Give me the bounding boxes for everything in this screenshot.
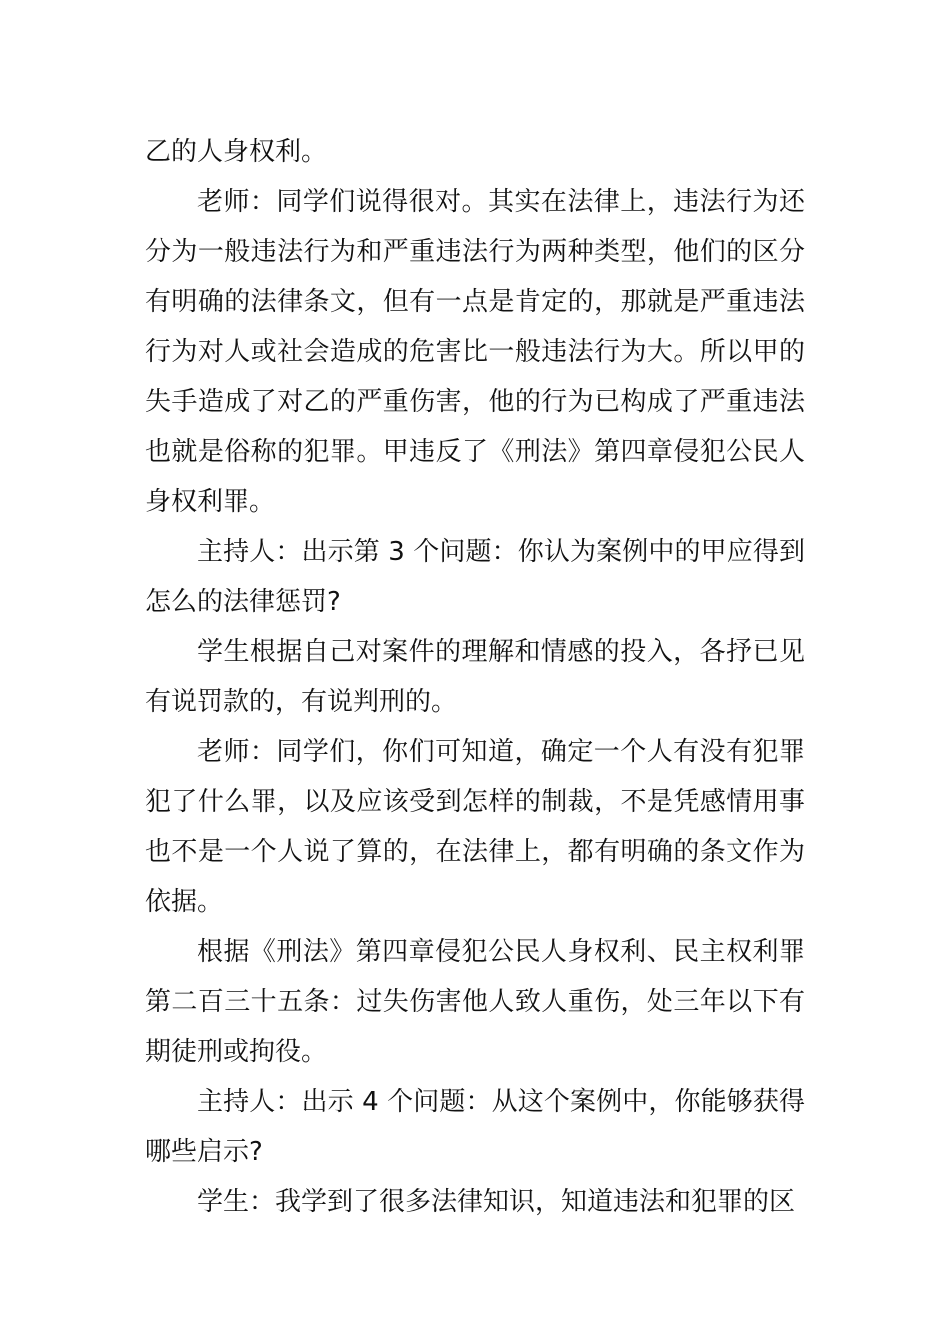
paragraph-4: 学生根据自己对案件的理解和情感的投入，各抒已见有说罚款的，有说判刑的。 <box>145 637 805 717</box>
paragraph-5: 老师：同学们，你们可知道，确定一个人有没有犯罪犯了什么罪，以及应该受到怎样的制裁，不是凭感情用事也不是一个人说了算的，在法律上，都有明确的条文作为依据。 <box>145 737 805 917</box>
paragraph-7: 主持人：出示 4 个问题：从这个案例中，你能够获得哪些启示? <box>145 1087 805 1167</box>
paragraph-8: 学生：我学到了很多法律知识，知道违法和犯罪的区 <box>197 1187 796 1217</box>
paragraph-2: 老师：同学们说得很对。其实在法律上，违法行为还分为一般违法行为和严重违法行为两种类型，他们的区分有明确的法律条文，但有一点是肯定的，那就是严重违法行为对人或社会造成的危害比一般违法行为大。所以甲的失手造成了对乙的严重伤害，他的行为已构成了严重违法也就是俗称的犯罪。甲违反了《刑法》第四章侵犯公民人身权利罪。 <box>145 187 805 517</box>
paragraph-6: 根据《刑法》第四章侵犯公民人身权利、民主权利罪第二百三十五条：过失伤害他人致人重伤，处三年以下有期徒刑或拘役。 <box>145 937 805 1067</box>
paragraph-1: 乙的人身权利。 <box>145 137 328 167</box>
document-body <box>145 127 805 1227</box>
paragraph-3: 主持人：出示第 3 个问题：你认为案例中的甲应得到怎么的法律惩罚? <box>145 537 805 617</box>
